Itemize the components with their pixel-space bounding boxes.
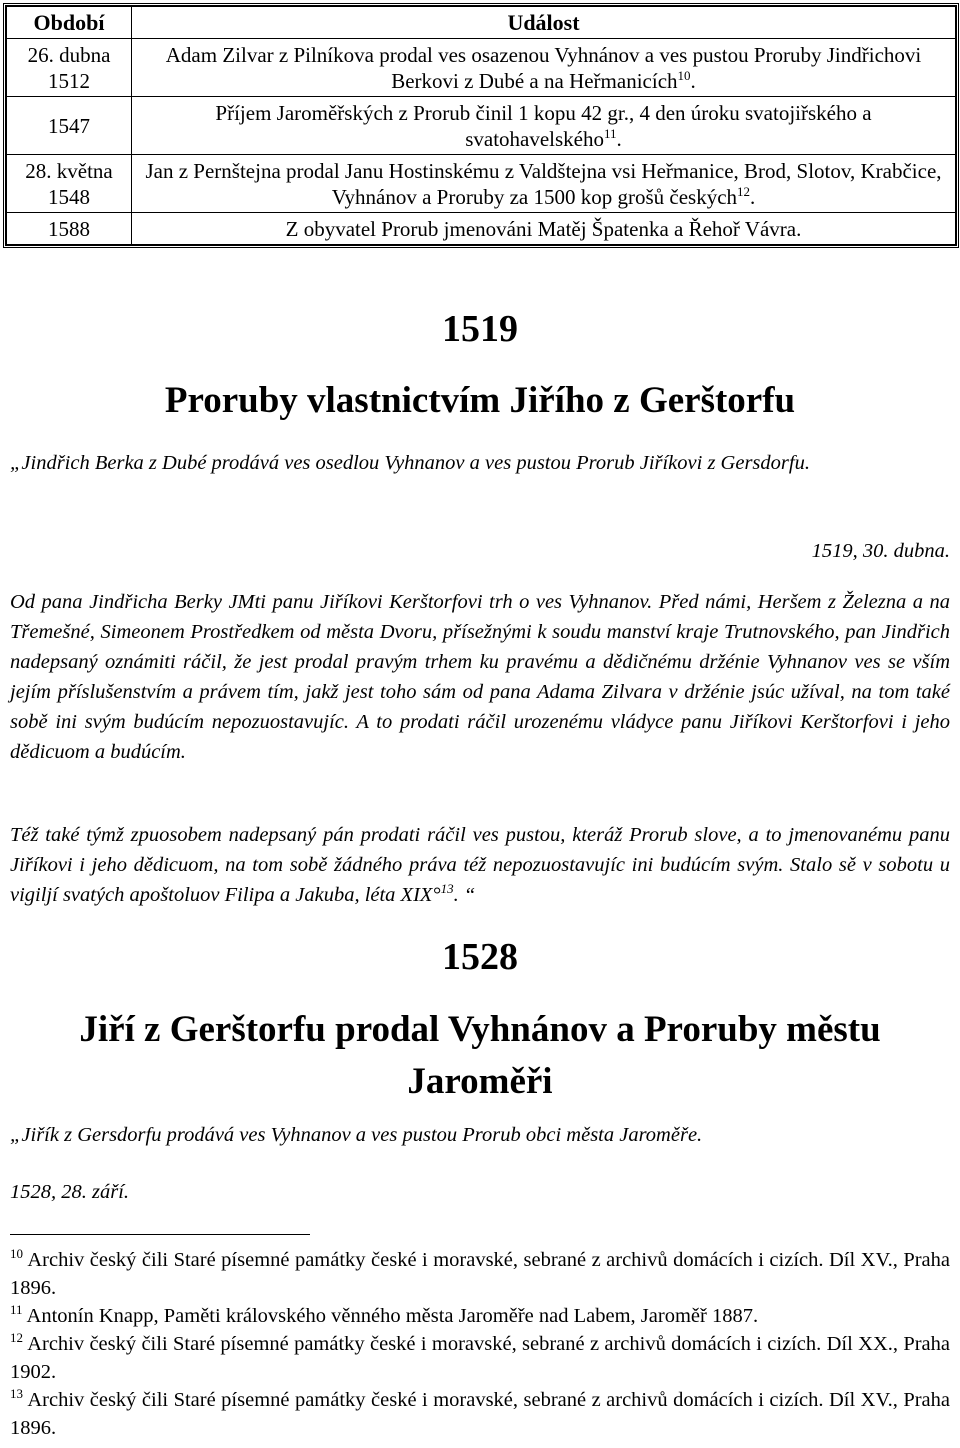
row-period: 1588 (7, 213, 132, 245)
charter-paragraph: Od pana Jindřicha Berky JMti panu Jiříkovi Kerštorfovi trh o ves Vyhnanov. Před námi, Heršem z Železna a na Třemešné, Simeonem Prostředkem od města Dvoru, přísežnými k soudu manství kraje Trutnovského, pan Jindřich nadepsaný oznámiti ráčil, že jest prodal pravým trhem ku pravému a dědičnému držénie Vyhnanov ves se vším jejím příslušenstvím a právem tím, jakž jest toho sám od pana Adama Zilvara v držénie jsúc užíval, na tom také sobě ini svým budúcím nepozuostavujíc. A to prodati ráčil urozenému vládyce panu Jiříkovi Kerštorfovi i jeho dědicuom a budúcím. (10, 591, 950, 763)
footnote (10, 1330, 950, 1386)
footnote-separator (10, 1234, 310, 1235)
events-table (6, 6, 956, 245)
footnote-ref: 10 (677, 68, 691, 83)
section-title-1528 (0, 1004, 960, 1108)
footnote-number: 10 (10, 1246, 23, 1262)
charter-paragraph (10, 820, 950, 910)
row-event (132, 97, 956, 155)
section-summary: „Jiřík z Gersdorfu prodává ves Vyhnanov a ves pustou Prorub obci města Jaroměře. (10, 1124, 703, 1146)
event-text: Příjem Jaroměřských z Prorub činil 1 kopu 42 gr., 4 den úroku svatojiřského a svatohavelského (215, 101, 872, 151)
row-event (132, 155, 956, 213)
footnote-number: 13 (10, 1386, 23, 1402)
section-year-1528: 1528 (442, 936, 518, 978)
row-period: 26. dubna 1512 (7, 39, 132, 97)
event-text: Z obyvatel Prorub jmenováni Matěj Špatenka a Řehoř Vávra. (285, 217, 802, 241)
section-date: 1519, 30. dubna. (811, 540, 950, 562)
footnote-ref: 13 (440, 881, 454, 897)
row-event (132, 213, 956, 245)
row-period: 28. května 1548 (7, 155, 132, 213)
title-line: Jaroměři (407, 1061, 553, 1102)
table-row (7, 97, 956, 155)
row-event (132, 39, 956, 97)
table-header-row (7, 7, 956, 39)
table-row (7, 155, 956, 213)
table-row (7, 213, 956, 245)
footnote-text: Archiv český čili Staré písemné památky české i moravské, sebrané z archivů domácích i cizích. Díl XV., Praha 1896. (10, 1249, 951, 1299)
header-event: Událost (132, 7, 956, 39)
header-period: Období (7, 7, 132, 39)
event-text: Jan z Pernštejna prodal Janu Hostinskému z Valdštejna vsi Heřmanice, Brod, Slotov, Krabčice, Vyhnánov a Proruby za 1500 kop grošů českých (145, 159, 942, 209)
section-date: 1528, 28. září. (10, 1181, 130, 1203)
events-table-frame (3, 3, 959, 248)
footnote-ref: 11 (604, 126, 617, 141)
footnote-text: Antonín Knapp, Paměti královského věnného města Jaroměře nad Labem, Jaroměř 1887. (26, 1305, 759, 1327)
footnotes (10, 1246, 950, 1442)
row-period: 1547 (7, 97, 132, 155)
section-summary: „Jindřich Berka z Dubé prodává ves osedlou Vyhnanov a ves pustou Prorub Jiříkovi z Gersdorfu. (10, 452, 810, 474)
event-end: . (616, 127, 622, 151)
section-title-1519: Proruby vlastnictvím Jiřího z Gerštorfu (164, 380, 796, 421)
title-line: Jiří z Gerštorfu prodal Vyhnánov a Proruby městu (79, 1009, 881, 1050)
footnote-text: Archiv český čili Staré písemné památky české i moravské, sebrané z archivů domácích i cizích. Díl XV., Praha 1896. (10, 1389, 951, 1439)
footnote-text: Archiv český čili Staré písemné památky české i moravské, sebrané z archivů domácích i cizích. Díl XX., Praha 1902. (10, 1333, 950, 1383)
charter-end: . “ (453, 884, 476, 906)
footnote (10, 1386, 950, 1442)
footnote-number: 11 (10, 1302, 23, 1318)
footnote-ref: 12 (737, 184, 751, 199)
section-year-1519: 1519 (442, 308, 518, 350)
event-text: Adam Zilvar z Pilníkova prodal ves osazenou Vyhnánov a ves pustou Proruby Jindřichovi Berkovi z Dubé a na Heřmanicích (165, 43, 922, 93)
footnote (10, 1302, 950, 1330)
event-end: . (690, 69, 696, 93)
charter-text: Též také týmž zpuosobem nadepsaný pán prodati ráčil ves pustou, kteráž Prorub slove, a to jmenovanému panu Jiříkovi i jeho dědicuom, na tom sobě žádného práva též nepozuostavujíc ini budúcím svým. Stalo sě v sobotu u vigiljí svatých apoštoluov Filipa a Jakuba, léta XIX° (10, 824, 950, 906)
footnote (10, 1246, 950, 1302)
footnote-number: 12 (10, 1330, 23, 1346)
table-row (7, 39, 956, 97)
event-end: . (750, 185, 756, 209)
